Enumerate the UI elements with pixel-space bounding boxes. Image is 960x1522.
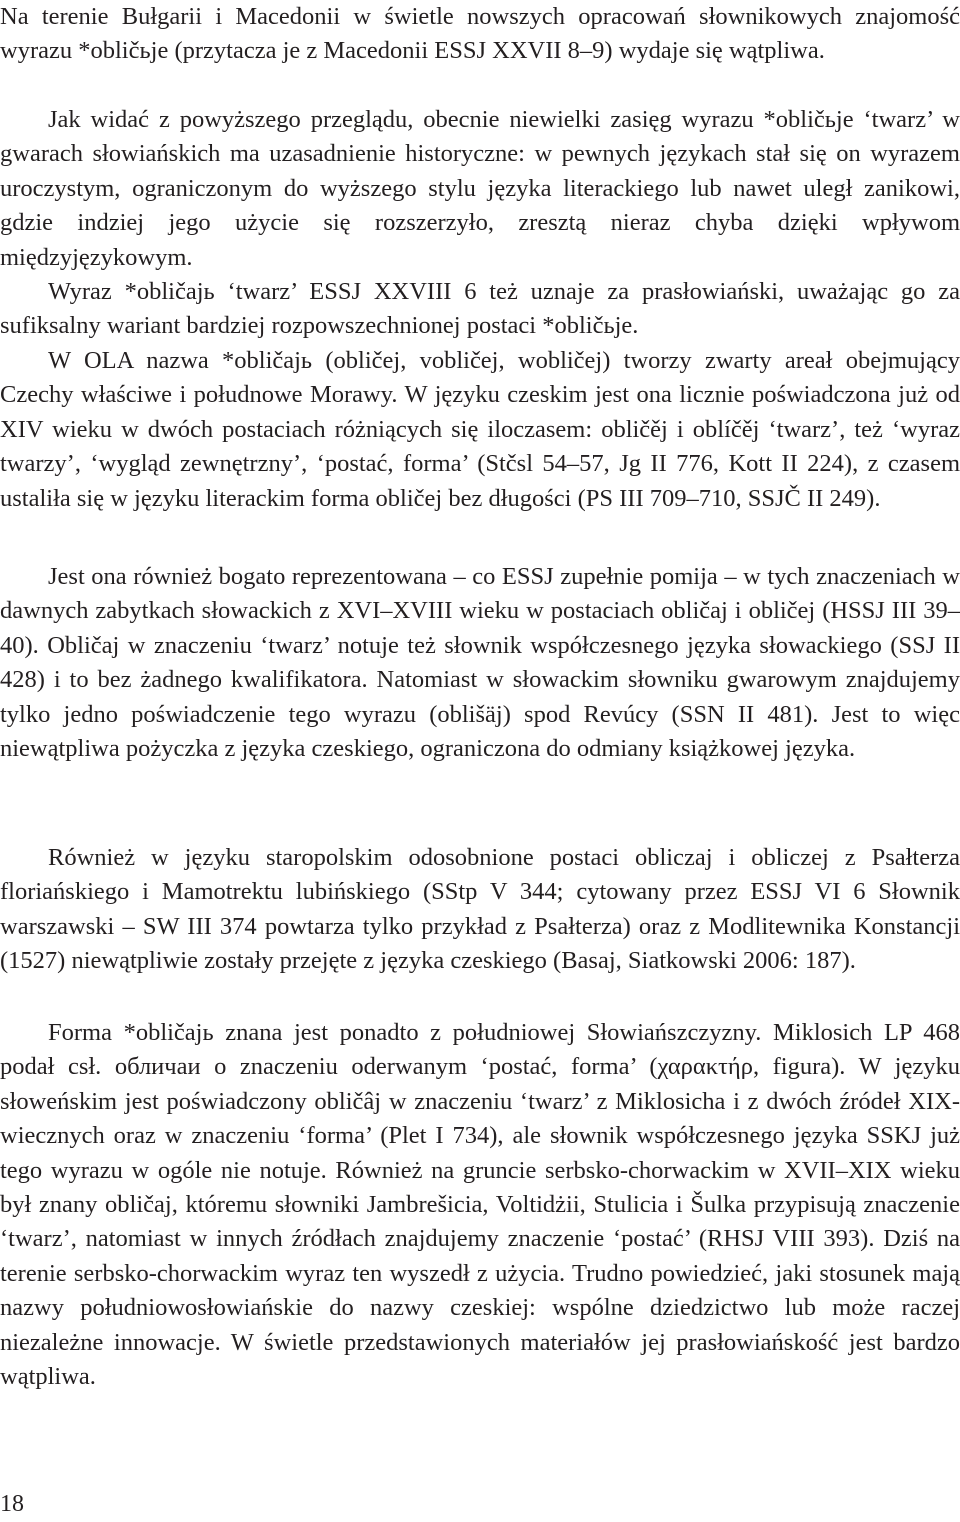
paragraph-2: Jak widać z powyższego przeglądu, obecnie niewielki zasięg wyrazu *obličьje ‘twarz’ w gwarach słowiańskich ma uzasadnienie historyczne: w pewnych językach stał się on wyrazem uroczystym, ograniczonym do wyższego stylu języka literackiego lub nawet uległ zanikowi, gdzie indziej jego użycie się rozszerzyło, zresztą nieraz chyba dzięki wpływom międzyjęzykowym. xyxy=(0,106,960,271)
paragraph-1: Na terenie Bułgarii i Macedonii w świetle nowszych opracowań słownikowych znajomość wyrazu *obličьje (przytacza je z Macedonii ESSJ XXVII 8–9) wydaje się wątpliwa. xyxy=(0,3,960,65)
paragraph-3: Wyraz *obličajь ‘twarz’ ESSJ XXVIII 6 też uznaje za prasłowiański, uważając go za sufiksalny wariant bardziej rozpowszechnionej postaci *obličьje. xyxy=(0,278,960,340)
paragraph-5: Jest ona również bogato reprezentowana – co ESSJ zupełnie pomija – w tych znaczeniach w dawnych zabytkach słowackich z XVI–XVIII wieku w postaciach obličaj i obličej (HSSJ III 39–40). Obličaj w znaczeniu ‘twarz’ notuje też słownik współczesnego języka słowackiego (SSJ II 428) i to bez żadnego kwalifikatora. Natomiast w słowackim słowniku gwarowym znajdujemy tylko jedno poświadczenie tego wyrazu (oblišäj) spod Revúcy (SSN II 481). Jest to więc niewątpliwa pożyczka z języka czeskiego, ograniczona do odmiany książkowej języka. xyxy=(0,563,960,763)
paragraph-7: Forma *obličajь znana jest ponadto z południowej Słowiańszczyzny. Miklosich LP 468 podał csł. обличаи o znaczeniu oderwanym ‘postać, forma’ (χαρακτήρ, figura). W języku słoweńskim jest poświadczony obličâj w znaczeniu ‘twarz’ z Miklosicha i z dwóch źródeł XIX-wiecznych oraz w znaczeniu ‘forma’ (Plet I 734), ale słownik współczesnego języka SSKJ już tego wyrazu w ogóle nie notuje. Również na gruncie serbsko-chorwackim w XVII–XIX wieku był znany obličaj, któremu słowniki Jambrešicia, Voltidżii, Stulicia i Šulka przypisują znaczenie ‘twarz’, natomiast w innych źródłach znajdujemy znaczenie ‘postać’ (RHSJ VIII 393). Dziś na terenie serbsko-chorwackim wyraz ten wyszedł z użycia. Trudno powiedzieć, jaki stosunek mają nazwy południowosłowiańskie do nazwy czeskiej: wspólne dziedzictwo lub może raczej niezależne innowacje. W świetle przedstawionych materiałów jej prasłowiańskość jest bardzo wątpliwa. xyxy=(0,1019,960,1391)
paragraph-6: Również w języku staropolskim odosobnione postaci obliczaj i obliczej z Psałterza floriańskiego i Mamotrektu lubińskiego (SStp V 344; cytowany przez ESSJ VI 6 Słownik warszawski – SW III 374 powtarza tylko przykład z Psałterza) oraz z Modlitewnika Konstancji (1527) niewątpliwie zostały przejęte z języka czeskiego (Basaj, Siatkowski 2006: 187). xyxy=(0,844,960,975)
page-number: 18 xyxy=(0,1491,24,1517)
paragraph-4: W OLA nazwa *obličajь (obličej, vobličej, wobličej) tworzy zwarty areał obejmujący Czechy właściwe i połudnowe Morawy. W języku czeskim jest ona licznie poświadczona już od XIV wieku w dwóch postaciach różniących się iloczasem: obličěj i oblíčěj ‘twarz’, też ‘wyraz twarzy’, ‘wygląd zewnętrzny’, ‘postać, forma’ (Stčsl 54–57, Jg II 776, Kott II 224), z czasem ustaliła się w języku literackim forma obličej bez długości (PS III 709–710, SSJČ II 249). xyxy=(0,347,960,512)
